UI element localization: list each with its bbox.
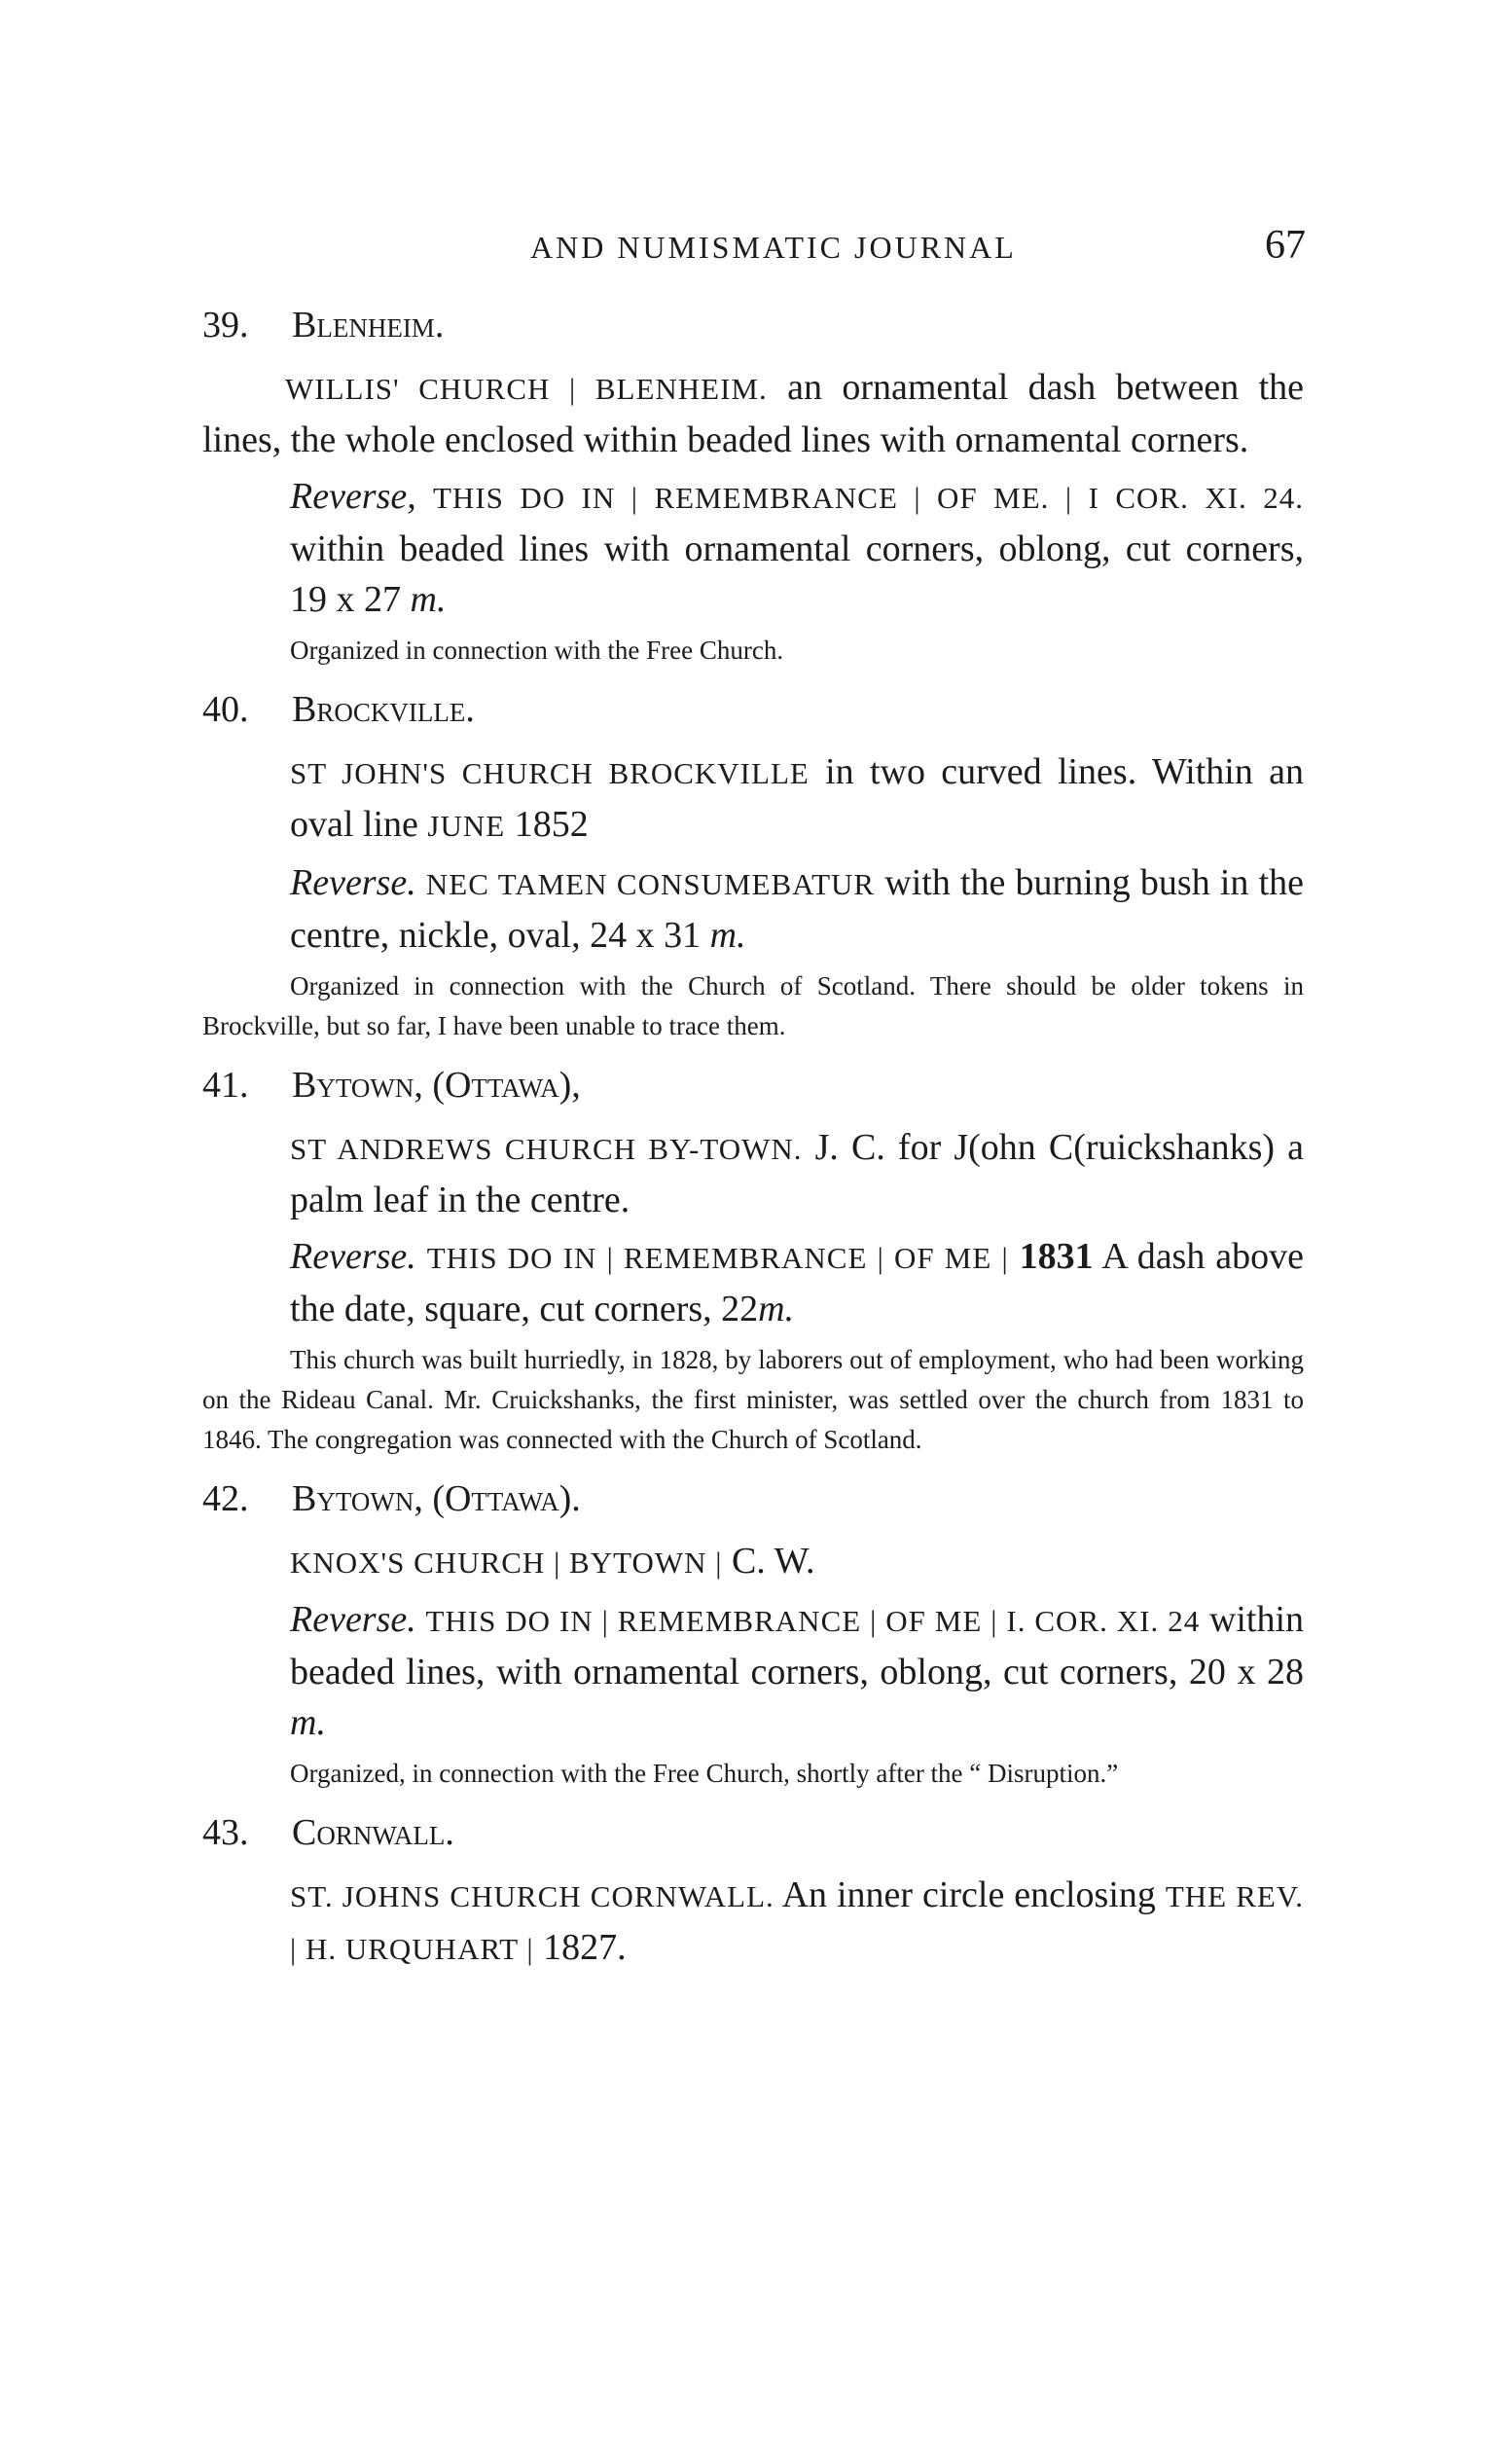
entry-reverse — [202, 1231, 1304, 1334]
description-text: with the burning bush in the centre, nickle, oval, 24 x 31 — [290, 862, 1304, 956]
description-text: 1827. — [533, 1927, 627, 1968]
entry-obverse — [202, 1536, 1304, 1588]
description-text: within beaded lines, with ornamental corners, oblong, cut corners, 20 x 28 — [290, 1599, 1305, 1692]
entry-place: Bytown, (Ottawa). — [292, 1478, 581, 1519]
entry-note: Organized in connection with the Free Church. — [290, 636, 784, 665]
legend-text: THIS DO IN | REMEMBRANCE | OF ME | — [426, 1241, 1009, 1275]
legend-text: THIS DO IN | REMEMBRANCE | OF ME. | I COR. XI. 24. — [433, 481, 1305, 515]
reverse-label: Reverse. — [290, 862, 416, 903]
entry-number: 39. — [202, 305, 249, 346]
page-body — [202, 300, 1304, 1988]
legend-text: THIS DO IN | REMEMBRANCE | OF ME | I. COR. XI. 24 — [425, 1604, 1201, 1638]
date-text: 1831 — [1019, 1236, 1094, 1277]
entry-place: Blenheim. — [292, 305, 445, 346]
entry-number: 40. — [202, 689, 249, 730]
description-text: 1852 — [505, 804, 589, 845]
description-text: within beaded lines with ornamental corners, oblong, cut corners, 19 x 27 — [290, 528, 1304, 620]
entry-heading — [202, 1473, 1304, 1524]
description-text: An inner circle enclosing — [774, 1874, 1166, 1915]
legend-text: ST. JOHNS CHURCH CORNWALL. — [290, 1879, 774, 1913]
reverse-label: Reverse. — [290, 1236, 416, 1277]
page-header — [0, 222, 1512, 280]
legend-text: WILLIS' CHURCH | BLENHEIM. — [285, 372, 768, 406]
entry-number: 41. — [202, 1065, 249, 1106]
entry-41 — [202, 1060, 1304, 1460]
legend-text: THE REV. | H. URQUHART | — [290, 1879, 1304, 1966]
entry-40 — [202, 684, 1304, 1046]
entry-43 — [202, 1807, 1304, 1975]
entry-note: This church was built hurriedly, in 1828, by laborers out of employment, who had been working on the Rideau Canal. Mr. Cruickshanks, the first minister, was settled over the church from 1831 to 1846. The congregation was connected with the Church of Scotland. — [202, 1345, 1304, 1454]
entry-reverse — [202, 1594, 1304, 1748]
description-text: J. C. for J(ohn C(ruickshanks) a palm leaf in the centre. — [290, 1127, 1304, 1220]
legend-text: JUNE — [427, 809, 506, 843]
entry-number: 43. — [202, 1812, 249, 1853]
reverse-label: Reverse, — [290, 476, 416, 517]
unit-text: m. — [290, 1702, 326, 1743]
entry-place: Brockville. — [292, 689, 475, 730]
entry-place: Cornwall. — [292, 1812, 454, 1853]
entry-heading — [202, 1807, 1304, 1858]
page-number: 67 — [1265, 223, 1306, 268]
entry-obverse — [202, 1870, 1304, 1975]
description-text: in two curved lines. Within an oval line — [290, 751, 1304, 845]
entry-note: Organized, in connection with the Free Church, shortly after the “ Disruption.” — [290, 1759, 1119, 1788]
unit-text: m. — [758, 1289, 795, 1329]
unit-text: m. — [709, 915, 746, 956]
entry-reverse — [202, 857, 1304, 961]
entry-obverse — [202, 1122, 1304, 1225]
description-text: C. W. — [722, 1541, 815, 1582]
legend-text: NEC TAMEN CONSUMEBATUR — [425, 867, 876, 901]
unit-text: m. — [410, 579, 447, 620]
entry-heading — [202, 1060, 1304, 1110]
entry-heading — [202, 684, 1304, 735]
legend-text: KNOX'S CHURCH | BYTOWN | — [290, 1546, 723, 1580]
entry-39 — [202, 300, 1304, 671]
entry-heading — [202, 300, 1304, 350]
entry-obverse — [202, 362, 1304, 465]
running-head: AND NUMISMATIC JOURNAL — [530, 230, 1017, 265]
legend-text: ST ANDREWS CHURCH BY-TOWN. — [290, 1132, 803, 1166]
reverse-label: Reverse. — [290, 1599, 416, 1640]
legend-text: ST JOHN'S CHURCH BROCKVILLE — [290, 756, 810, 790]
entry-obverse — [202, 746, 1304, 852]
entry-42 — [202, 1473, 1304, 1794]
description-text: an ornamental dash between the lines, the whole enclosed within beaded lines with ornamental corners. — [202, 367, 1304, 460]
description-text: A dash above the date, square, cut corners, 22 — [290, 1236, 1305, 1329]
entry-number: 42. — [202, 1478, 249, 1519]
entry-note: Organized in connection with the Church of Scotland. There should be older tokens in Brockville, but so far, I have been unable to trace them. — [202, 971, 1304, 1040]
entry-reverse — [202, 471, 1304, 625]
entry-place: Bytown, (Ottawa), — [292, 1065, 581, 1106]
